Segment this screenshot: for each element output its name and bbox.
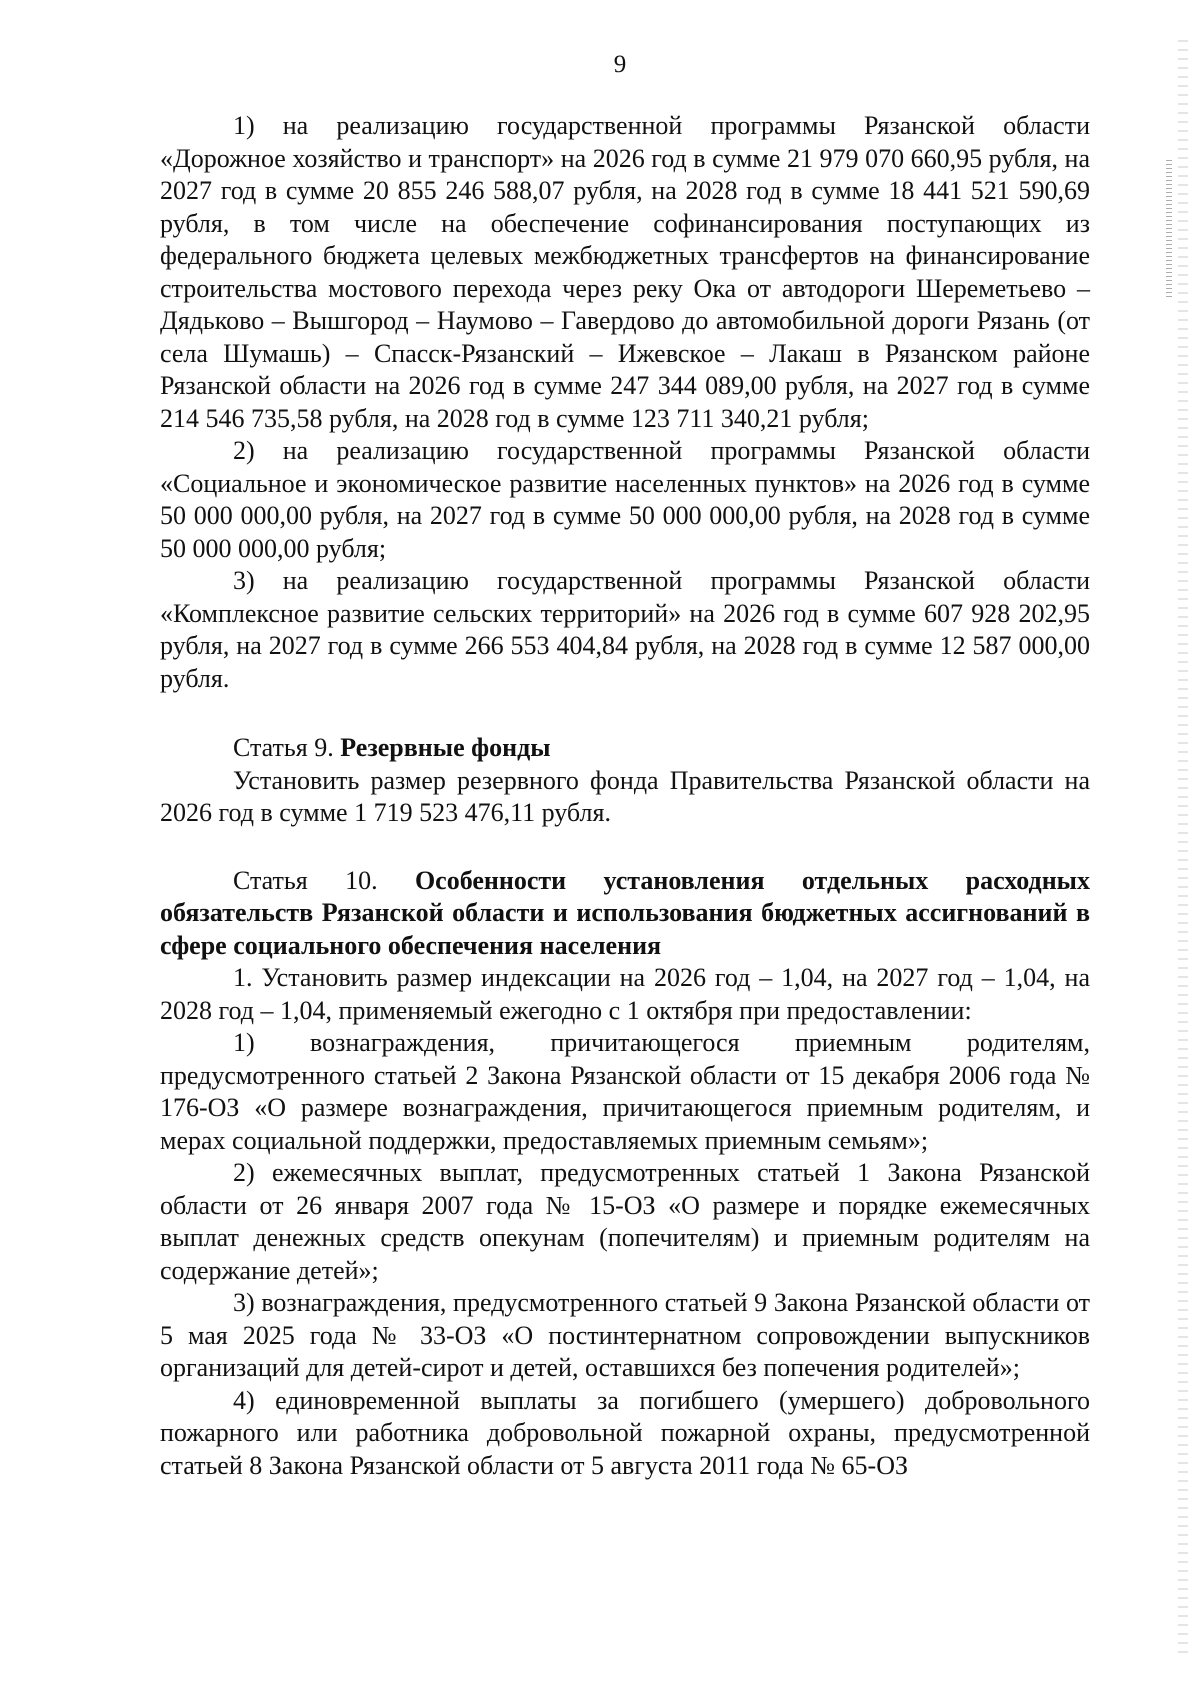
article-10-subitem-1: 1) вознаграждения, причитающегося приемным родителям, предусмотренного статьей 2 Закона Рязанской области от 15 декабря 2006 года № 176-ОЗ «О размере вознаграждения, причитающегося приемным родителям, и мерах социальной поддержки, предоставляемых приемным семьям»;	[160, 1028, 1090, 1155]
paragraph-program-settlements: 2) на реализацию государственной программы Рязанской области «Социальное и экономическое развитие населенных пунктов» на 2026 год в сумме 50 000 000,00 рубля, на 2027 год в сумме 50 000 000,00 рубля, на 2028 год в сумме 50 000 000,00 рубля;	[160, 436, 1090, 563]
article-9-title: Резервные фонды	[340, 733, 551, 762]
article-10-prefix: Статья 10.	[233, 865, 415, 895]
article-9-text: Установить размер резервного фонда Правительства Рязанской области на 2026 год в сумме 1 719 523 476,11 рубля.	[160, 765, 1090, 827]
paragraph-program-roads: 1) на реализацию государственной программы Рязанской области «Дорожное хозяйство и транспорт» на 2026 год в сумме 21 979 070 660,95 рубля, на 2027 год в сумме 20 855 246 588,07 рубля, на 2028 год в сумме 18 441 521 590,69 рубля, в том числе на обеспечение софинансирования поступающих из федерального бюджета целевых межбюджетных трансфертов на финансирование строительства мостового перехода через реку Ока от автодороги Шереметьево – Дядьково – Вышгород – Наумово – Гавердово до автомобильной дороги Рязань (от села Шумашь) – Спасск-Рязанский – Ижевское – Лакаш в Рязанском районе Рязанской области на 2026 год в сумме 247 344 089,00 рубля, на 2027 год в сумме 214 546 735,58 рубля, на 2028 год в сумме 123 711 340,21 рубля;	[160, 111, 1090, 433]
paragraph-program-rural: 3) на реализацию государственной программы Рязанской области «Комплексное развитие сельских территорий» на 2026 год в сумме 607 928 202,95 рубля, на 2027 год в сумме 266 553 404,84 рубля, на 2028 год в сумме 12 587 000,00 рубля.	[160, 566, 1090, 693]
article-10-subitem-3: 3) вознаграждения, предусмотренного статьей 9 Закона Рязанской области от 5 мая 2025 года № 33-ОЗ «О постинтернатном сопровождении выпускников организаций для детей-сирот и детей, оставшихся без попечения родителей»;	[160, 1288, 1090, 1382]
article-9	[160, 732, 1090, 830]
scan-edge-artifact-2	[1166, 160, 1172, 300]
article-10-title: Особенности установления отдельных расходных обязательств Рязанской области и использования бюджетных ассигнований в сфере социального обеспечения населения	[160, 865, 1090, 960]
document-body	[160, 110, 1090, 1482]
scan-edge-artifact	[1178, 40, 1188, 1660]
page-number: 9	[613, 51, 627, 78]
article-9-heading	[160, 732, 1090, 765]
article-10-subitem-2: 2) ежемесячных выплат, предусмотренных статьей 1 Закона Рязанской области от 26 января 2007 года № 15-ОЗ «О размере и порядке ежемесячных выплат денежных средств опекунам (попечителям) и приемным родителям на содержание детей»;	[160, 1158, 1090, 1285]
article-10	[160, 865, 1090, 1483]
article-10-subitem-4: 4) единовременной выплаты за погибшего (умершего) добровольного пожарного или работника добровольной пожарной охраны, предусмотренной статьей 8 Закона Рязанской области от 5 августа 2011 года № 65-ОЗ	[160, 1385, 1090, 1480]
article-9-prefix: Статья 9.	[233, 733, 341, 762]
article-10-item-1: 1. Установить размер индексации на 2026 год – 1,04, на 2027 год – 1,04, на 2028 год – 1,04, применяемый ежегодно с 1 октября при предоставлении:	[160, 963, 1090, 1025]
article-10-heading	[160, 865, 1090, 963]
